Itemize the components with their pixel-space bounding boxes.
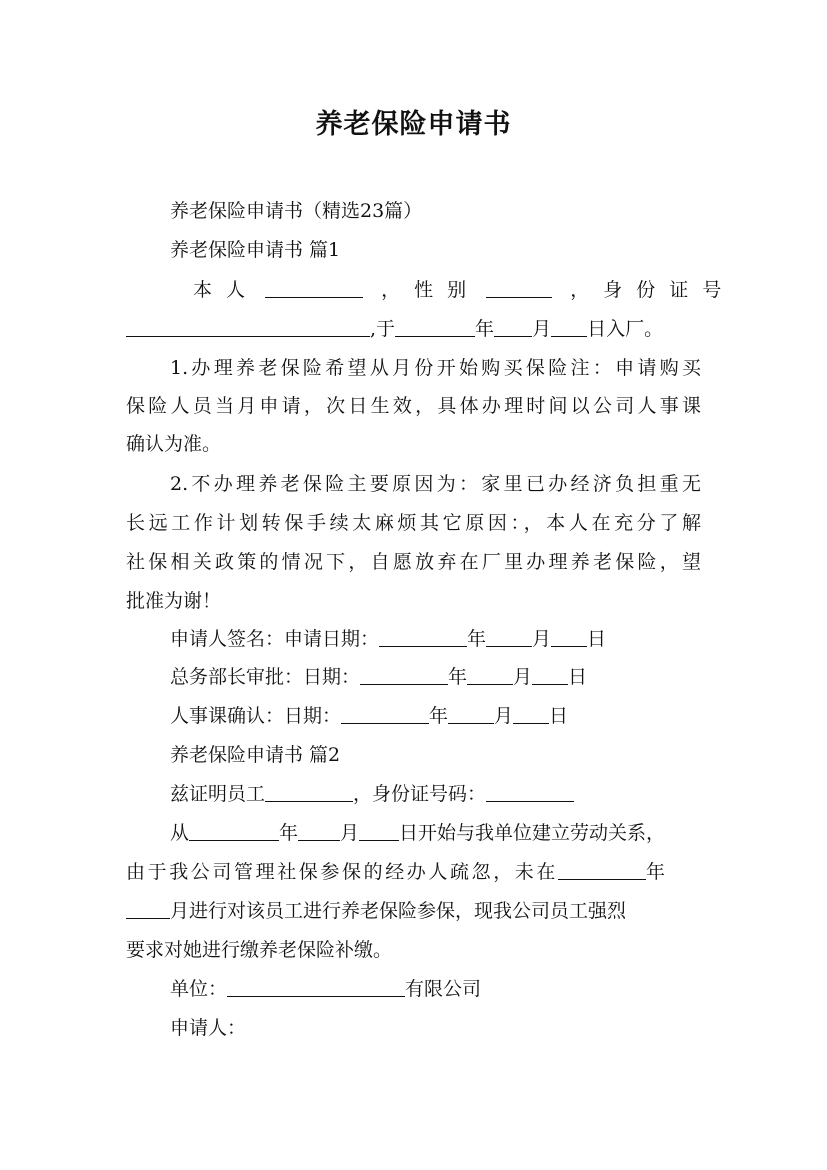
start-year-label: 年 [279,822,299,844]
page-title: 养老保险申请书 [315,109,512,140]
hr-month-blank [448,705,494,724]
month-blank [494,318,532,337]
start-day-blank [359,822,399,841]
sign-year-label: 年 [467,628,487,650]
unit-name-blank [227,978,405,997]
applicant-line: 申请人： [170,1017,247,1039]
subtitle: 养老保险申请书（精选23篇） [170,200,423,222]
section-heading-1: 养老保险申请书 篇1 [170,239,341,261]
negligence-text: 由于我公司管理社保参保的经办人疏忽，未在 [126,861,559,883]
text-intro-d: ,于 [370,318,396,340]
item1-line-3: 确认为准。 [126,433,222,455]
gm-year-blank [360,666,448,685]
certify-employee-label: 兹证明员工 [170,783,266,805]
text-intro-c: ，身份证号 [570,279,736,301]
intro-line-1 [193,278,736,302]
text-intro-e: 年 [475,318,495,340]
from-label: 从 [170,822,190,844]
employee-name-blank [265,783,353,802]
item1-line-1: 1.办理养老保险希望从月份开始购买保险注：申请购买 [170,357,701,379]
year-blank [395,318,475,337]
certify-line-4 [126,899,701,923]
hr-day-label: 日 [549,705,569,727]
employee-id-blank [486,783,574,802]
item2-line-1: 2.不办理养老保险主要原因为：家里已办经济负担重无 [170,473,701,495]
hr-year-blank [341,705,429,724]
gm-label: 总务部长审批：日期： [170,666,361,688]
missed-month-blank [126,900,170,919]
id-number-blank [126,318,370,337]
labor-relation-text: 日开始与我单位建立劳动关系， [399,822,666,844]
sign-month-blank [486,628,532,647]
sign-year-blank [379,628,467,647]
certify-id-label: ，身份证号码： [353,783,487,805]
intro-line-2 [126,317,701,341]
certify-line-1 [170,782,701,806]
section-heading-2: 养老保险申请书 篇2 [170,744,341,766]
text-intro-g: 日入厂。 [587,318,664,340]
unit-label: 单位： [170,978,228,1000]
hr-day-blank [513,705,549,724]
certify-line-3 [126,860,701,884]
gm-day-blank [532,666,568,685]
missed-year-blank [558,861,646,880]
sign-day-label: 日 [587,628,607,650]
unit-line [170,977,701,1001]
start-month-label: 月 [340,822,360,844]
gender-blank [486,279,552,298]
gm-month-label: 月 [513,666,533,688]
hr-label: 人事课确认：日期： [170,705,342,727]
item2-line-2: 长远工作计划转保手续太麻烦其它原因：，本人在充分了解 [126,512,701,534]
item2-line-3: 社保相关政策的情况下，自愿放弃在厂里办理养老保险，望 [126,551,701,573]
gm-approval-line [170,665,701,689]
hr-month-label: 月 [494,705,514,727]
missed-year-label: 年 [646,861,666,883]
start-year-blank [189,822,279,841]
certify-line-5: 要求对她进行缴养老保险补缴。 [126,939,393,961]
hr-confirm-line [170,704,701,728]
item1-line-2: 保险人员当月申请，次日生效，具体办理时间以公司人事课 [126,395,701,417]
start-month-blank [298,822,340,841]
enroll-request-text: 月进行对该员工进行养老保险参保，现我公司员工强烈 [170,900,627,922]
text-intro-f: 月 [532,318,552,340]
name-blank [265,279,363,298]
unit-suffix: 有限公司 [405,978,482,1000]
text-intro-a: 本人 [193,279,260,301]
gm-day-label: 日 [568,666,588,688]
item2-line-4: 批准为谢！ [126,590,222,612]
sign-month-label: 月 [532,628,552,650]
gm-month-blank [467,666,513,685]
sign-day-blank [551,628,587,647]
signature-line [170,627,701,651]
hr-year-label: 年 [429,705,449,727]
sign-label: 申请人签名：申请日期： [170,628,380,650]
day-blank [551,318,587,337]
gm-year-label: 年 [448,666,468,688]
text-intro-b: ，性别 [381,279,481,301]
certify-line-2 [170,821,701,845]
